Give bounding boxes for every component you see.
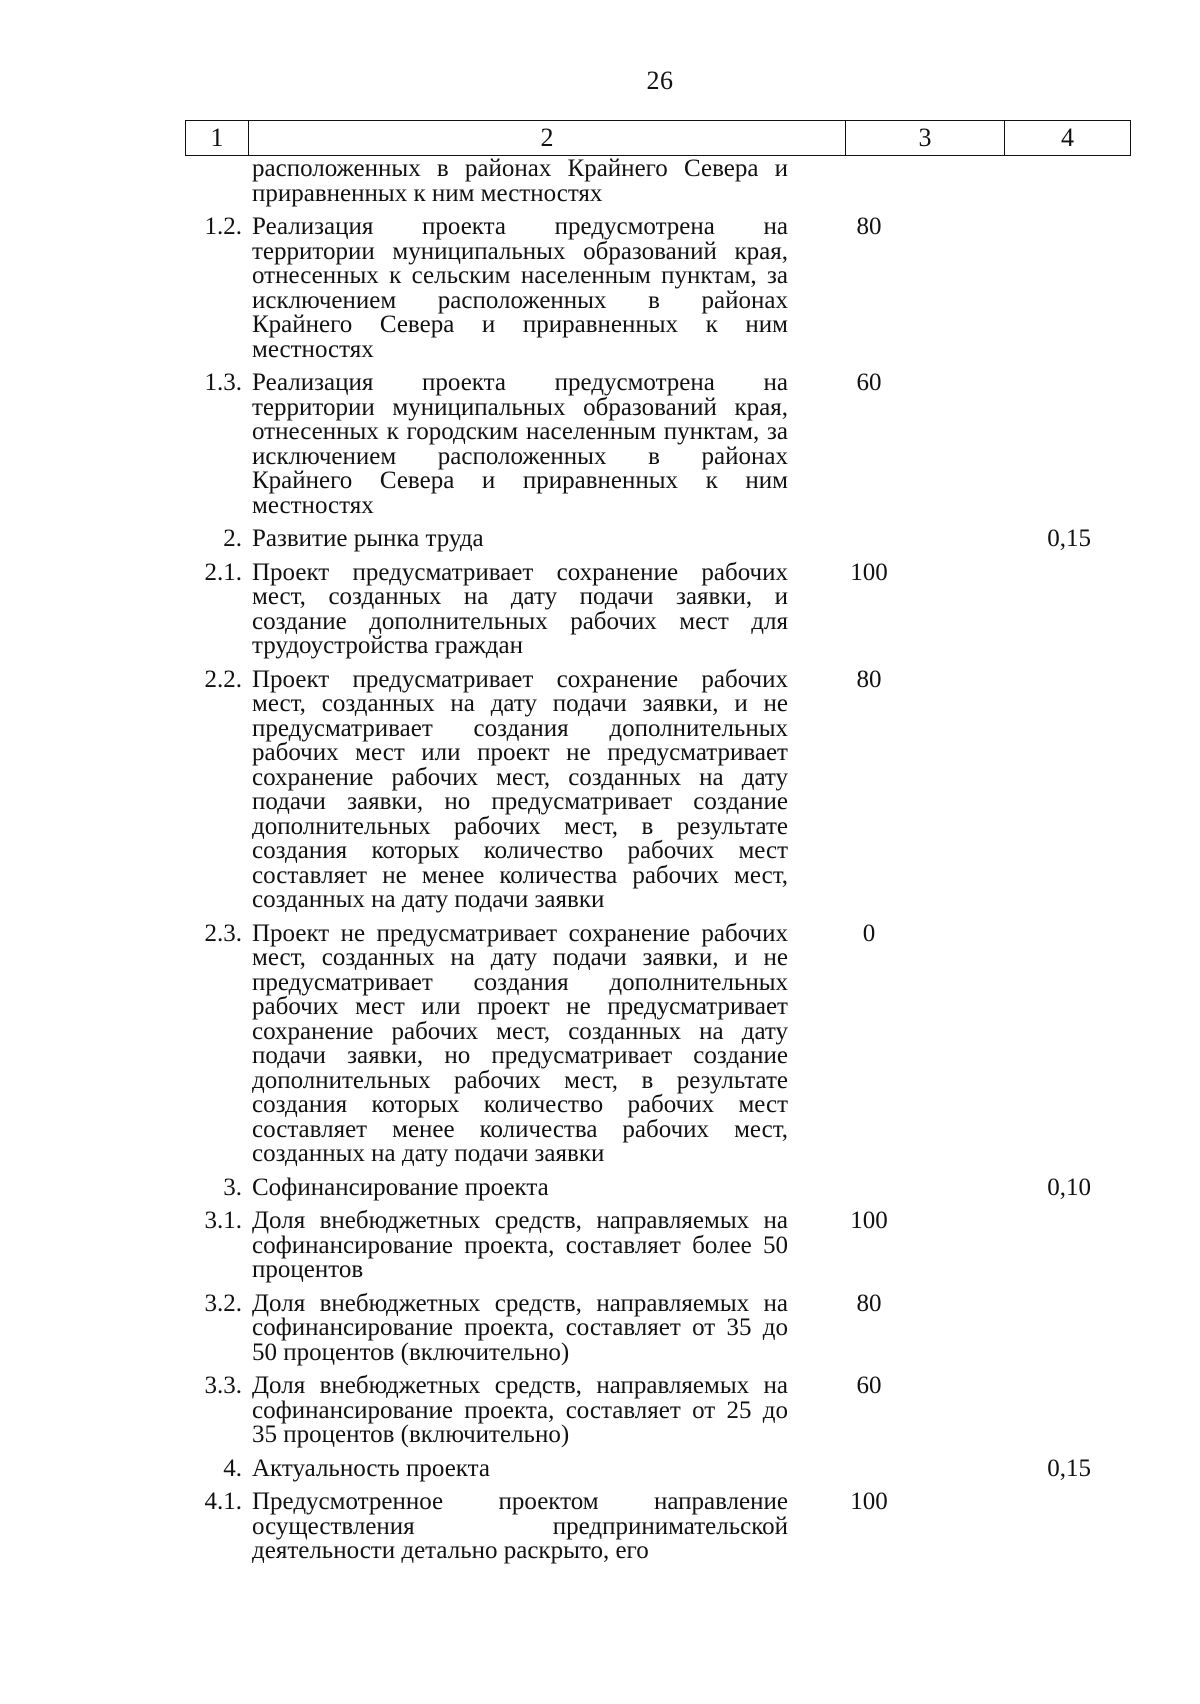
row-score: 100 (850, 1207, 888, 1234)
row-number: 3.2. (204, 1289, 242, 1317)
row-text: Развитие рынка труда (252, 525, 484, 552)
row-weight: 0,15 (1047, 525, 1091, 552)
row-text: Доля внебюджетных средств, направляемых на софинансирование проекта, составляет более 50 процентов (252, 1207, 788, 1283)
table-header-row (185, 120, 1131, 156)
row-weight (908, 922, 1131, 1167)
row-number: 4. (223, 1454, 242, 1482)
row-text: Реализация проекта предусмотрена на территории муниципальных образований края, отнесенных к городским населенным пунктам, за исключением расположенных в районах Крайнего Севера и приравненных к ним местностях (252, 369, 788, 519)
row-weight (908, 1209, 1131, 1283)
row-number: 1.2. (204, 213, 242, 240)
table-row (185, 157, 1131, 206)
row-score (788, 1457, 908, 1482)
row-score (788, 157, 908, 206)
row-weight: 0,10 (1047, 1173, 1091, 1201)
table-row (185, 665, 1131, 913)
row-weight (908, 371, 1131, 518)
row-score: 80 (856, 213, 882, 240)
row-text: Проект не предусматривает сохранение рабочих мест, созданных на дату подачи заявки, и не предусматривает создания дополнительных рабочих мест или проект не предусматривает сохранение рабочих мест, созданных на дату подачи заявки, но предусматривает создание дополнительных рабочих мест, в результате создания которых количество рабочих мест составляет менее количества рабочих мест, созданных на дату подачи заявки (252, 919, 788, 1167)
row-weight (908, 1490, 1131, 1564)
row-text: Софинансирование проекта (252, 1173, 549, 1201)
row-score: 60 (856, 1372, 882, 1399)
row-text: Доля внебюджетных средств, направляемых на софинансирование проекта, составляет от 25 до 35 процентов (включительно) (252, 1372, 788, 1448)
row-score: 60 (856, 369, 882, 396)
table-row (185, 919, 1131, 1167)
row-score: 100 (850, 558, 888, 586)
row-text: Предусмотренное проектом направление осуществления предпринимательской деятельности детально раскрыто, его (252, 1488, 788, 1564)
row-text: Реализация проекта предусмотрена на территории муниципальных образований края, отнесенных к сельским населенным пунктам, за исключением расположенных в районах Крайнего Севера и приравненных к ним местностях (252, 213, 788, 363)
row-weight (908, 561, 1131, 659)
row-number: 2.1. (204, 558, 242, 586)
table-row (185, 1173, 1131, 1201)
row-number: 3.1. (204, 1207, 242, 1234)
row-weight (908, 215, 1131, 362)
row-score: 80 (856, 665, 882, 693)
table-body (185, 157, 1131, 1564)
row-number: 3. (223, 1173, 242, 1201)
row-number: 2.3. (204, 919, 242, 947)
header-cell-1: 1 (186, 121, 249, 155)
header-cell-4: 4 (1061, 123, 1074, 152)
row-weight (908, 1374, 1131, 1448)
row-weight (908, 1292, 1131, 1366)
table-row (185, 558, 1131, 659)
row-score (788, 527, 908, 552)
row-score: 100 (850, 1488, 888, 1515)
row-score: 0 (862, 919, 876, 947)
table-row (185, 1374, 1131, 1448)
header-cell-3: 3 (846, 121, 1005, 155)
row-text: Проект предусматривает сохранение рабочих мест, созданных на дату подачи заявки, и создание дополнительных рабочих мест для трудоустройства граждан (252, 558, 788, 659)
row-weight (908, 157, 1131, 206)
row-weight (908, 668, 1131, 913)
row-score: 80 (856, 1289, 882, 1317)
row-number: 2. (223, 525, 242, 552)
row-score (788, 1176, 908, 1201)
table-row (185, 1209, 1131, 1283)
header-cell-2: 2 (249, 121, 846, 155)
row-weight: 0,15 (1047, 1454, 1091, 1482)
table-row (185, 1490, 1131, 1564)
table-row (185, 527, 1131, 552)
table-row (185, 1454, 1131, 1482)
row-text: Доля внебюджетных средств, направляемых на софинансирование проекта, составляет от 35 до 50 процентов (включительно) (252, 1289, 788, 1366)
row-number (185, 157, 248, 206)
row-number: 1.3. (204, 369, 242, 396)
table-row (185, 371, 1131, 518)
criteria-table (185, 120, 1131, 1573)
row-text: расположенных в районах Крайнего Севера и приравненных к ним местностях (252, 155, 788, 207)
row-number: 2.2. (204, 665, 242, 693)
row-text: Проект предусматривает сохранение рабочих мест, созданных на дату подачи заявки, и не предусматривает создания дополнительных рабочих мест или проект не предусматривает сохранение рабочих мест, созданных на дату подачи заявки, но предусматривает создание дополнительных рабочих мест, в результате создания которых количество рабочих мест составляет не менее количества рабочих мест, созданных на дату подачи заявки (252, 665, 788, 913)
row-number: 3.3. (204, 1372, 242, 1399)
table-row (185, 1289, 1131, 1366)
row-text: Актуальность проекта (252, 1454, 490, 1482)
table-row (185, 215, 1131, 362)
row-number: 4.1. (204, 1488, 242, 1515)
page-number: 26 (646, 66, 674, 95)
